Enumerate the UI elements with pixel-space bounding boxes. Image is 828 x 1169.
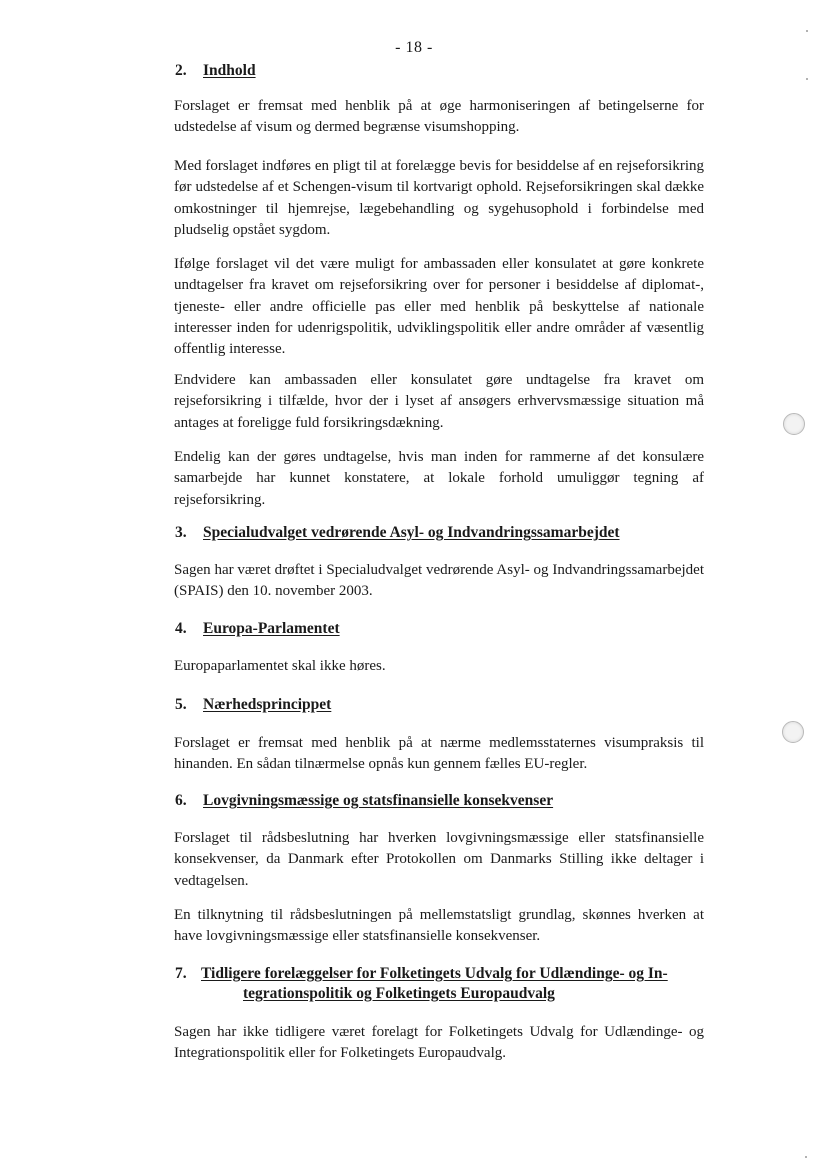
section-4-number: 4. [175, 620, 187, 637]
section-4-paragraph-1: Europaparlamentet skal ikke høres. [174, 658, 386, 674]
section-2-paragraph-2: Med forslaget indføres en pligt til at forelægge bevis for besiddelse af en rejseforsikring før udstedelse af et Schengen-visum til kortvarigt ophold. Rejseforsikringen skal dække omkostninger til hjemrejse, lægebehandling og sygehusophold i forbindelse med pludselig opstået sygdom. [174, 158, 704, 238]
section-7-title-line-2: tegrationspolitik og Folketingets Europaudvalg [243, 985, 555, 1002]
section-2-paragraph-3: Ifølge forslaget vil det være muligt for ambassaden eller konsulatet at gøre konkrete undtagelser fra kravet om rejseforsikring over for personer i besiddelse af diplomat-, tjeneste- eller andre officielle pas eller med henblik på beskyttelse af nationale interesser inden for udenrigspolitik, udviklingspolitik eller andre områder af væsentlig offentlig interesse. [174, 256, 704, 358]
section-7-paragraph-1: Sagen har ikke tidligere været forelagt for Folketingets Udvalg for Udlændinge- og Integrationspolitik eller for Folketingets Europaudvalg. [174, 1024, 704, 1062]
section-2-title: Indhold [203, 62, 256, 79]
section-2-paragraph-4: Endvidere kan ambassaden eller konsulatet gøre undtagelse fra kravet om rejseforsikring i tilfælde, hvor der i lyset af ansøgers erhvervsmæssige situation må antages at foreligge fuld forsikringsdækning. [174, 372, 704, 431]
scan-speck [806, 30, 808, 32]
punch-hole-upper [783, 413, 805, 435]
section-3-number: 3. [175, 524, 187, 541]
section-6-paragraph-2: En tilknytning til rådsbeslutningen på mellemstatsligt grundlag, skønnes hverken at have lovgivningsmæssige eller statsfinansielle konsekvenser. [174, 907, 704, 945]
scan-speck [805, 1156, 807, 1158]
section-7-title-line-1: Tidligere forelæggelser for Folketingets Udvalg for Udlændinge- og In- [201, 965, 668, 982]
section-5-paragraph-1: Forslaget er fremsat med henblik på at nærme medlemsstaternes visumpraksis til hinanden. En sådan tilnærmelse opnås kun gennem fælles EU-regler. [174, 735, 704, 773]
section-4-title: Europa-Parlamentet [203, 620, 340, 637]
section-6-title: Lovgivningsmæssige og statsfinansielle konsekvenser [203, 792, 554, 809]
scan-speck [806, 78, 808, 80]
section-7-heading [175, 964, 705, 1004]
section-6-number: 6. [175, 792, 187, 809]
section-5-number: 5. [175, 696, 187, 713]
section-4-heading [175, 619, 340, 639]
page-number: - 18 - [395, 39, 433, 56]
section-2-paragraph-5: Endelig kan der gøres undtagelse, hvis man inden for rammerne af det konsulære samarbejde har kunnet konstatere, at lokale forhold umuliggør tegning af rejseforsikring. [174, 449, 704, 508]
section-2-heading [175, 61, 256, 81]
section-6-heading [175, 791, 553, 811]
punch-hole-lower [782, 721, 804, 743]
section-3-heading [175, 523, 620, 543]
section-6-paragraph-1: Forslaget til rådsbeslutning har hverken lovgivningsmæssige eller statsfinansielle konsekvenser, da Danmark efter Protokollen om Danmarks Stilling ikke deltager i vedtagelsen. [174, 830, 704, 889]
section-5-heading [175, 695, 331, 715]
section-3-title: Specialudvalget vedrørende Asyl- og Indvandringssamarbejdet [203, 524, 620, 541]
section-2-number: 2. [175, 62, 187, 79]
section-7-number: 7. [175, 965, 187, 982]
section-2-paragraph-1: Forslaget er fremsat med henblik på at øge harmoniseringen af betingelserne for udstedelse af visum og dermed begrænse visumshopping. [174, 98, 704, 136]
section-3-paragraph-1: Sagen har været drøftet i Specialudvalget vedrørende Asyl- og Indvandringssamarbejdet (SPAIS) den 10. november 2003. [174, 562, 704, 600]
section-5-title: Nærhedsprincippet [203, 696, 332, 713]
